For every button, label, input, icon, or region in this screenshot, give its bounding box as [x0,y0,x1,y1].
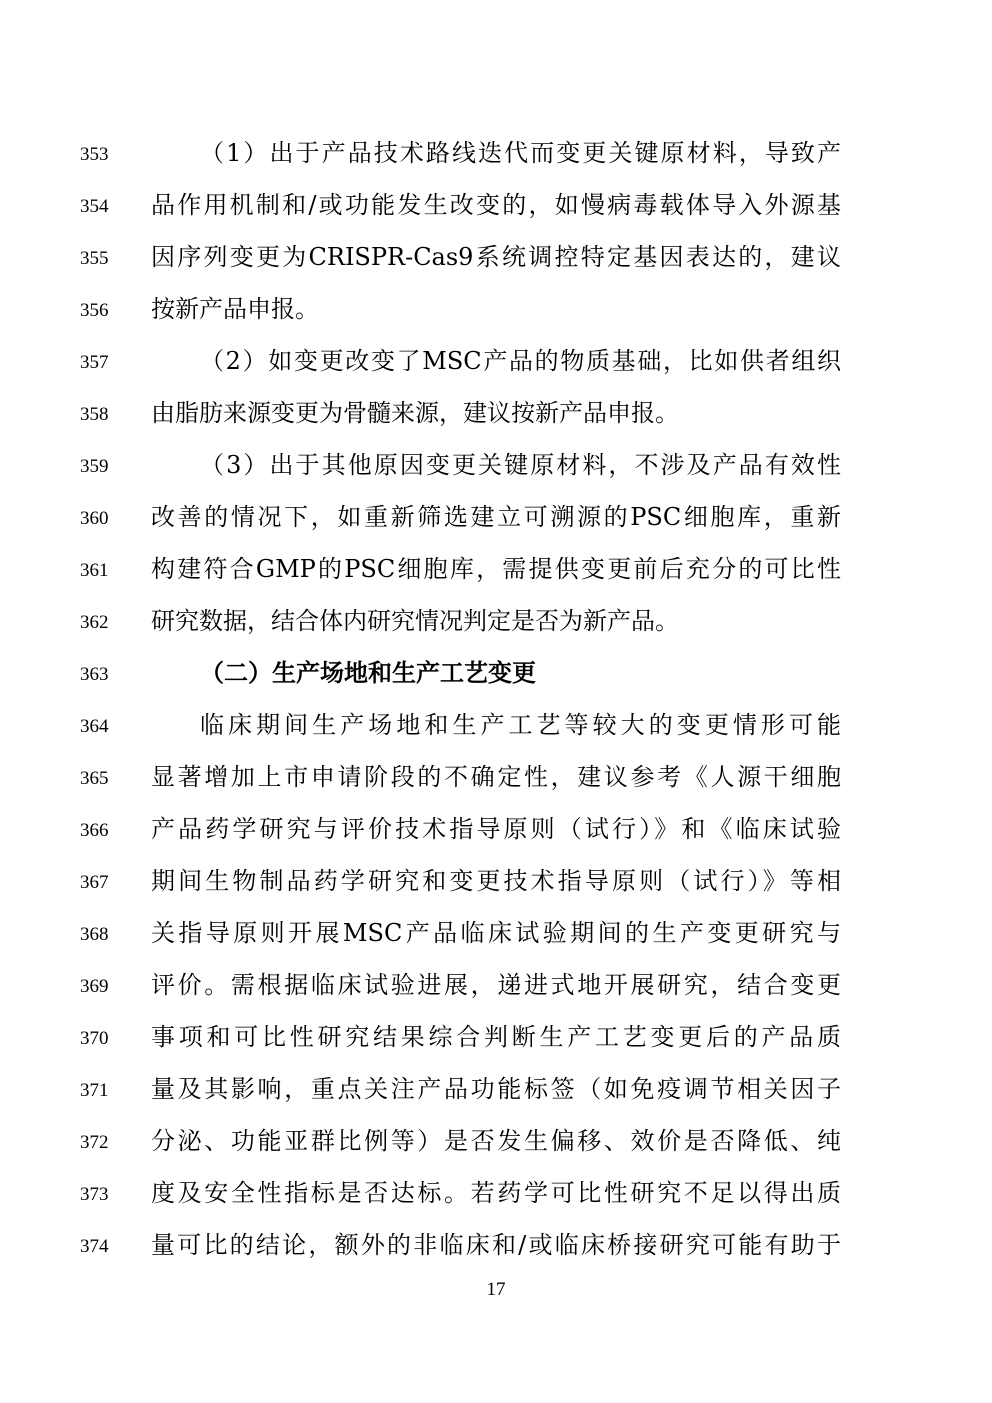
line-number: 368 [80,924,109,945]
line-367 [0,858,992,910]
line-number: 355 [80,248,109,269]
line-text: 临床期间生产场地和生产工艺等较大的变更情形可能 [200,711,841,739]
line-number: 370 [80,1028,109,1049]
line-366 [0,806,992,858]
line-365 [0,754,992,806]
line-text: 研究数据，结合体内研究情况判定是否为新产品。 [151,607,679,635]
line-number: 357 [80,352,109,373]
line-number: 369 [80,976,109,997]
line-354 [0,182,992,234]
line-371 [0,1066,992,1118]
line-number: 358 [80,404,109,425]
line-number: 371 [80,1080,109,1101]
line-number: 360 [80,508,109,529]
line-text: 量可比的结论，额外的非临床和/或临床桥接研究可能有助于 [151,1231,841,1259]
line-text: （2）如变更改变了MSC产品的物质基础，比如供者组织 [200,347,841,375]
line-number: 353 [80,144,109,165]
line-number: 359 [80,456,109,477]
line-number: 373 [80,1184,109,1205]
line-number: 364 [80,716,109,737]
line-364 [0,702,992,754]
line-357 [0,338,992,390]
line-text: 品作用机制和/或功能发生改变的，如慢病毒载体导入外源基 [151,191,841,219]
line-text: 评价。需根据临床试验进展，递进式地开展研究，结合变更 [151,971,841,999]
line-text: （3）出于其他原因变更关键原材料，不涉及产品有效性 [200,451,841,479]
line-text: 期间生物制品药学研究和变更技术指导原则（试行）》等相 [151,867,841,895]
line-number: 372 [80,1132,109,1153]
line-text: 关指导原则开展MSC产品临床试验期间的生产变更研究与 [151,919,841,947]
line-number: 374 [80,1236,109,1257]
line-number: 367 [80,872,109,893]
section-heading: （二）生产场地和生产工艺变更 [200,658,536,687]
line-text: 由脂肪来源变更为骨髓来源，建议按新产品申报。 [151,399,679,427]
line-360 [0,494,992,546]
line-text: 因序列变更为CRISPR-Cas9系统调控特定基因表达的，建议 [151,243,841,271]
line-361 [0,546,992,598]
line-text: 事项和可比性研究结果综合判断生产工艺变更后的产品质 [151,1023,841,1051]
line-number: 363 [80,664,109,685]
line-text: （1）出于产品技术路线迭代而变更关键原材料，导致产 [200,139,841,167]
line-number: 366 [80,820,109,841]
line-text: 按新产品申报。 [151,295,319,323]
line-text: 分泌、功能亚群比例等）是否发生偏移、效价是否降低、纯 [151,1127,841,1155]
line-372 [0,1118,992,1170]
line-text: 构建符合GMP的PSC细胞库，需提供变更前后充分的可比性 [151,555,841,583]
line-text: 改善的情况下，如重新筛选建立可溯源的PSC细胞库，重新 [151,503,841,531]
line-358 [0,390,992,442]
line-number: 361 [80,560,109,581]
line-359 [0,442,992,494]
line-355 [0,234,992,286]
line-number: 356 [80,300,109,321]
page-number: 17 [486,1279,506,1300]
line-text: 量及其影响，重点关注产品功能标签（如免疫调节相关因子 [151,1075,841,1103]
line-353 [0,130,992,182]
line-text: 度及安全性指标是否达标。若药学可比性研究不足以得出质 [151,1179,841,1207]
line-number: 365 [80,768,109,789]
line-368 [0,910,992,962]
line-370 [0,1014,992,1066]
line-number: 362 [80,612,109,633]
line-373 [0,1170,992,1222]
line-363 [0,650,992,702]
line-number: 354 [80,196,109,217]
line-text: 显著增加上市申请阶段的不确定性，建议参考《人源干细胞 [151,763,841,791]
line-374 [0,1222,992,1274]
line-362 [0,598,992,650]
line-369 [0,962,992,1014]
line-text: 产品药学研究与评价技术指导原则（试行）》和《临床试验 [151,815,841,843]
line-356 [0,286,992,338]
